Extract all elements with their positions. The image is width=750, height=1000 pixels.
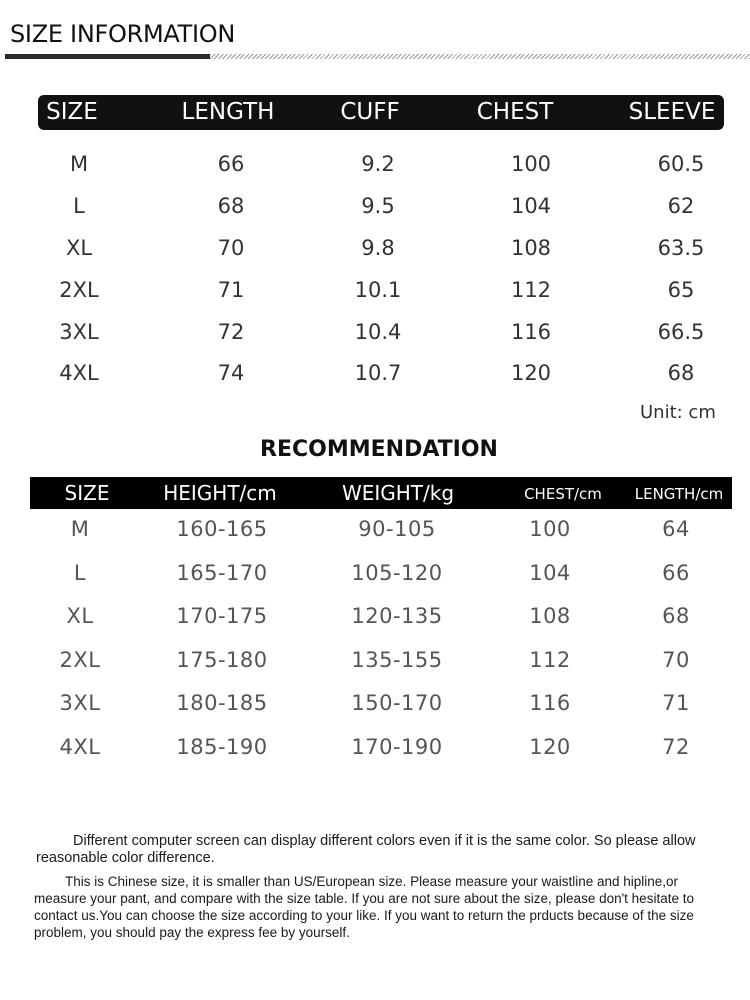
size-disclaimer: This is Chinese size, it is smaller than US/European size. Please measure your waistline and hipline,or measure your pant, and compare with the size table. If you are not sure about the size, please don't hesitate to contact us.You can choose the size according to your like. If you want to return the prducts because of the size problem, you should pay the express fee by yourself. (34, 874, 694, 940)
color-disclaimer: Different computer screen can display different colors even if it is the same color. So please allow reasonable color difference. (36, 833, 696, 866)
cell-chest: 104 (510, 194, 552, 218)
title-underline (5, 54, 210, 59)
cell-size: L (73, 194, 85, 218)
col-weight: WEIGHT/kg (341, 481, 455, 505)
table-row (0, 361, 750, 401)
cell-length: 71 (662, 691, 690, 715)
cell-sleeve: 62 (667, 194, 695, 218)
col-length: LENGTH (181, 99, 275, 125)
cell-sleeve: 63.5 (657, 236, 705, 260)
col-sleeve: SLEEVE (628, 99, 716, 125)
cell-weight: 170-190 (351, 735, 443, 759)
recommendation-title: RECOMMENDATION (260, 437, 498, 462)
cell-size: XL (65, 236, 93, 260)
cell-cuff: 10.4 (354, 320, 402, 344)
page-title: SIZE INFORMATION (10, 20, 235, 48)
cell-chest: 116 (529, 691, 571, 715)
table-row (0, 517, 750, 547)
recommendation-table-header (30, 477, 732, 509)
table-row (0, 561, 750, 591)
cell-length: 64 (662, 517, 690, 541)
table-row (0, 278, 750, 318)
col-chest: CHEST (476, 99, 554, 125)
table-row (0, 648, 750, 678)
cell-size: M (69, 152, 89, 176)
table-row (0, 691, 750, 721)
cell-chest: 108 (510, 236, 552, 260)
cell-length: 71 (217, 278, 245, 302)
cell-weight: 120-135 (351, 604, 443, 628)
cell-chest: 112 (510, 278, 552, 302)
cell-chest: 108 (529, 604, 571, 628)
cell-length: 66 (217, 152, 245, 176)
cell-length: 66 (662, 561, 690, 585)
cell-sleeve: 60.5 (657, 152, 705, 176)
cell-chest: 104 (529, 561, 571, 585)
cell-size: 2XL (59, 278, 99, 302)
cell-size: 2XL (59, 648, 101, 672)
cell-chest: 112 (529, 648, 571, 672)
cell-cuff: 10.7 (354, 361, 402, 385)
cell-height: 160-165 (176, 517, 268, 541)
col-height: HEIGHT/cm (163, 481, 277, 505)
cell-size: XL (66, 604, 94, 628)
col-cuff: CUFF (340, 99, 400, 125)
cell-size: 4XL (59, 735, 101, 759)
cell-size: L (73, 561, 87, 585)
cell-height: 180-185 (176, 691, 268, 715)
cell-length: 72 (662, 735, 690, 759)
cell-length: 72 (217, 320, 245, 344)
cell-chest: 116 (510, 320, 552, 344)
cell-chest: 120 (510, 361, 552, 385)
cell-size: M (70, 517, 90, 541)
cell-cuff: 10.1 (354, 278, 402, 302)
col-length: LENGTH/cm (634, 485, 724, 503)
table-row (0, 604, 750, 634)
cell-chest: 100 (529, 517, 571, 541)
cell-height: 165-170 (176, 561, 268, 585)
cell-chest: 120 (529, 735, 571, 759)
size-table-header (38, 95, 724, 130)
table-row (0, 735, 750, 765)
table-row (0, 320, 750, 360)
cell-cuff: 9.8 (361, 236, 395, 260)
cell-weight: 105-120 (351, 561, 443, 585)
cell-cuff: 9.2 (361, 152, 395, 176)
cell-size: 3XL (59, 320, 99, 344)
cell-sleeve: 65 (667, 278, 695, 302)
cell-sleeve: 66.5 (657, 320, 705, 344)
cell-height: 175-180 (176, 648, 268, 672)
col-chest: CHEST/cm (524, 485, 602, 503)
cell-weight: 135-155 (351, 648, 443, 672)
unit-label: Unit: cm (640, 402, 716, 423)
cell-height: 170-175 (176, 604, 268, 628)
cell-weight: 90-105 (358, 517, 436, 541)
cell-length: 68 (217, 194, 245, 218)
col-size: SIZE (64, 481, 110, 505)
cell-length: 68 (662, 604, 690, 628)
cell-length: 74 (217, 361, 245, 385)
cell-chest: 100 (510, 152, 552, 176)
cell-length: 70 (217, 236, 245, 260)
table-row (0, 152, 750, 192)
table-row (0, 236, 750, 276)
cell-size: 4XL (59, 361, 99, 385)
cell-size: 3XL (59, 691, 101, 715)
cell-length: 70 (662, 648, 690, 672)
table-row (0, 194, 750, 234)
col-size: SIZE (46, 99, 98, 125)
cell-cuff: 9.5 (361, 194, 395, 218)
cell-weight: 150-170 (351, 691, 443, 715)
cell-height: 185-190 (176, 735, 268, 759)
cell-sleeve: 68 (667, 361, 695, 385)
title-hatch-divider (210, 54, 750, 59)
